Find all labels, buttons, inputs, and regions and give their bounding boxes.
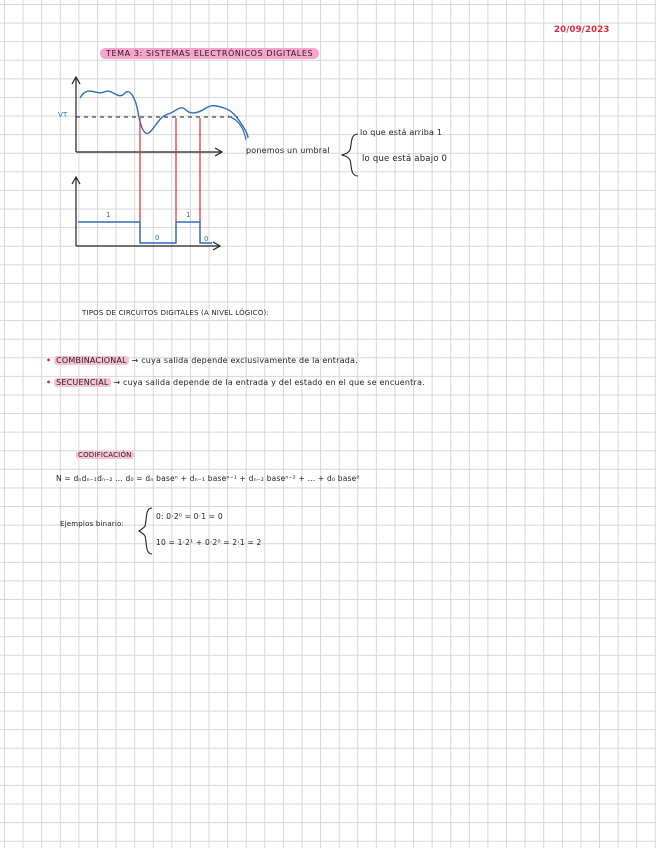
circuits-heading: TIPOS DE CIRCUITOS DIGITALES (A NIVEL LÓGICO): (82, 309, 269, 317)
digital-signal (78, 222, 212, 243)
date: 20/09/2023 (554, 25, 610, 35)
annotation-above: lo que está arriba 1 (360, 128, 443, 137)
circuit-item-secuencial (46, 378, 425, 387)
annotation-below: lo que está abajo 0 (362, 154, 448, 164)
definition-combinacional: → cuya salida depende exclusivamente de la entrada. (131, 356, 358, 365)
bit-label-3: 1 (186, 211, 191, 219)
annotation-threshold: ponemos un umbral (246, 146, 330, 155)
example-1: 0: 0·2⁰ = 0·1 = 0 (156, 512, 223, 521)
definition-secuencial: → cuya salida depende de la entrada y del estado en el que se encuentra. (113, 378, 425, 387)
bit-label-2: 0 (155, 234, 160, 242)
bullet-icon: • (46, 356, 52, 365)
term-secuencial: SECUENCIAL (56, 378, 109, 387)
examples-label: Ejemplos binario: (60, 520, 125, 528)
page-title: TEMA 3: SISTEMAS ELECTRÓNICOS DIGITALES (100, 48, 319, 59)
analog-signal (80, 91, 248, 138)
examples-brace (139, 508, 152, 554)
bit-label-1: 1 (106, 211, 111, 219)
coding-formula: N = dₙdₙ₋₁dₙ₋₂ ... d₀ = dₙ baseⁿ + dₙ₋₁ baseⁿ⁻¹ + dₙ₋₂ baseⁿ⁻² + ... + d₀ base⁰ (56, 474, 360, 483)
term-combinacional: COMBINACIONAL (56, 356, 127, 365)
coding-heading: CODIFICACIÓN (78, 451, 132, 459)
example-2: 10 = 1·2¹ + 0·2⁰ = 2·1 = 2 (156, 538, 262, 547)
bullet-icon: • (46, 378, 52, 387)
bit-label-4: 0 (204, 235, 209, 243)
circuit-item-combinacional (46, 356, 358, 365)
vt-label: VT (58, 111, 68, 119)
annotation-brace (342, 134, 358, 176)
